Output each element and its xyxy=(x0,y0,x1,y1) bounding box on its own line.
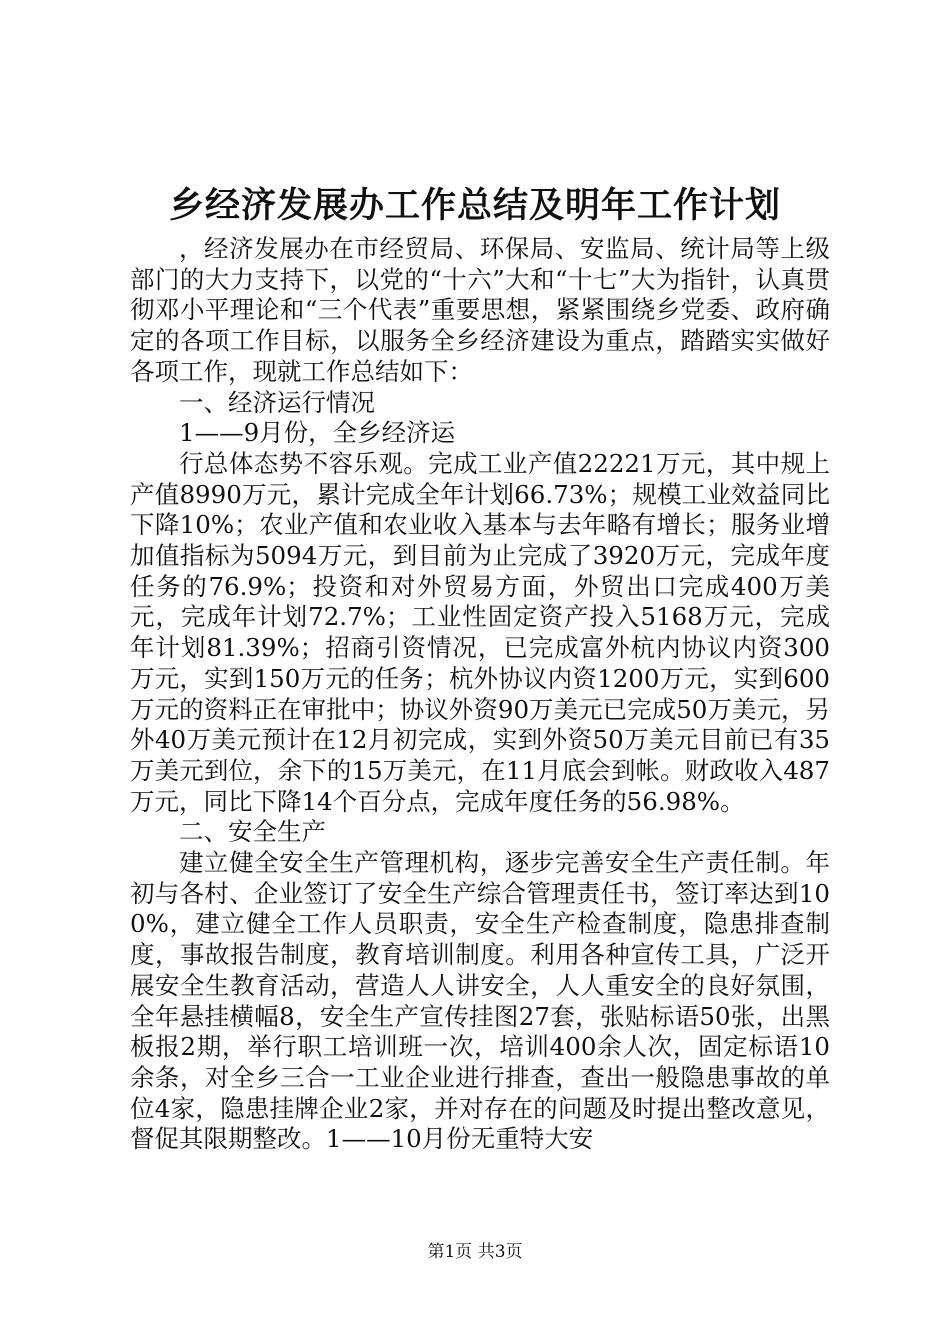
economy-lead-line: 1——9月份，全乡经济运 xyxy=(179,418,456,448)
safety-paragraph: 建立健全安全生产管理机构，逐步完善安全生产责任制。年初与各村、企业签订了安全生产综合管理责任书，签订率达到100%，建立健全工作人员职责，安全生产检查制度，隐患排查制度，事故报告制度，教育培训制度。利用各种宣传工具，广泛开展安全生教育活动，营造人人讲安全，人人重安全的良好氛围，全年悬挂横幅8，安全生产宣传挂图27套，张贴标语50张，出黑板报2期，举行职工培训班一次，培训400余人次，固定标语10余条，对全乡三合一工业企业进行排查，查出一般隐患事故的单位4家，隐患挂牌企业2家，并对存在的问题及时提出整改意见，督促其限期整改。1——10月份无重特大安 xyxy=(130,848,830,1154)
document-body xyxy=(130,234,830,1155)
intro-paragraph: ，经济发展办在市经贸局、环保局、安监局、统计局等上级部门的大力支持下，以党的“十六”大和“十七”大为指针，认真贯彻邓小平理论和“三个代表”重要思想，紧紧围绕乡党委、政府确定的各项工作目标，以服务全乡经济建设为重点，踏踏实实做好各项工作，现就工作总结如下： xyxy=(130,234,830,386)
section-heading-safety: 二、安全生产 xyxy=(179,817,326,847)
page-footer: 第1页 共3页 xyxy=(427,1242,523,1262)
economy-paragraph: 行总体态势不容乐观。完成工业产值22221万元，其中规上产值8990万元，累计完成全年计划66.73%；规模工业效益同比下降10%；农业产值和农业收入基本与去年略有增长；服务业增加值指标为5094万元，到目前为止完成了3920万元，完成年度任务的76.9%；投资和对外贸易方面，外贸出口完成400万美元，完成年计划72.7%；工业性固定资产投入5168万元，完成年计划81.39%；招商引资情况，已完成富外杭内协议内资300万元，实到150万元的任务；杭外协议内资1200万元，实到600万元的资料正在审批中；协议外资90万美元已完成50万美元，另外40万美元预计在12月初完成，实到外资50万美元目前已有35万美元到位，余下的15万美元，在11月底会到帐。财政收入487万元，同比下降14个百分点，完成年度任务的56.98%。 xyxy=(130,448,830,816)
section-heading-economy: 一、经济运行情况 xyxy=(179,387,375,417)
document-title: 乡经济发展办工作总结及明年工作计划 xyxy=(168,186,781,226)
